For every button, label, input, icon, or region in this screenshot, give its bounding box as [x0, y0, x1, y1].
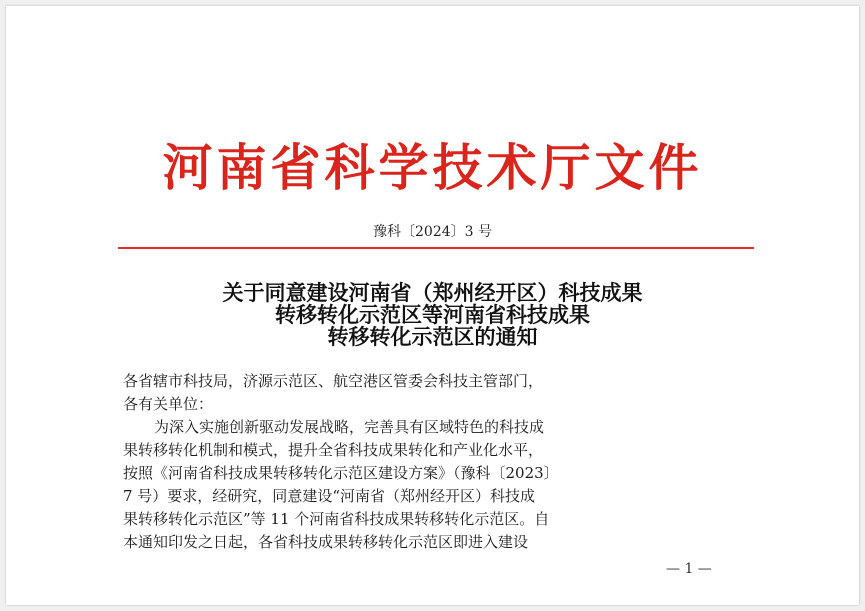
notice-title-line: 转移转化示范区的通知	[327, 324, 538, 349]
notice-body	[123, 370, 763, 554]
body-paragraph-line: 按照《河南省科技成果转移转化示范区建设方案》（豫科〔2023〕	[123, 464, 559, 482]
recipient-line: 各有关单位：	[123, 395, 214, 413]
notice-title	[6, 282, 859, 348]
body-paragraph-line: 为深入实施创新驱动发展战略，完善具有区域特色的科技成	[154, 418, 545, 436]
body-paragraph-line: 本通知印发之日起，各省科技成果转移转化示范区即进入建设	[123, 533, 529, 551]
page-number: — 1 —	[666, 561, 712, 577]
document-header-title: 河南省科学技术厅文件	[162, 138, 703, 197]
body-paragraph-line: 果转移转化示范区”等 11 个河南省科技成果转移转化示范区。自	[123, 510, 550, 528]
red-divider-line	[118, 247, 754, 249]
document-number: 豫科〔2024〕3 号	[373, 224, 492, 240]
recipient-line: 各省辖市科技局，济源示范区、航空港区管委会科技主管部门，	[123, 372, 544, 390]
notice-title-line: 关于同意建设河南省（郑州经开区）科技成果	[222, 280, 643, 305]
notice-title-line: 转移转化示范区等河南省科技成果	[275, 302, 590, 327]
body-paragraph-line: 果转移转化机制和模式，提升全省科技成果转化和产业化水平，	[123, 441, 544, 459]
document-page	[6, 6, 859, 605]
body-paragraph-line: 7 号）要求，经研究，同意建设“河南省（郑州经开区）科技成	[123, 487, 535, 505]
